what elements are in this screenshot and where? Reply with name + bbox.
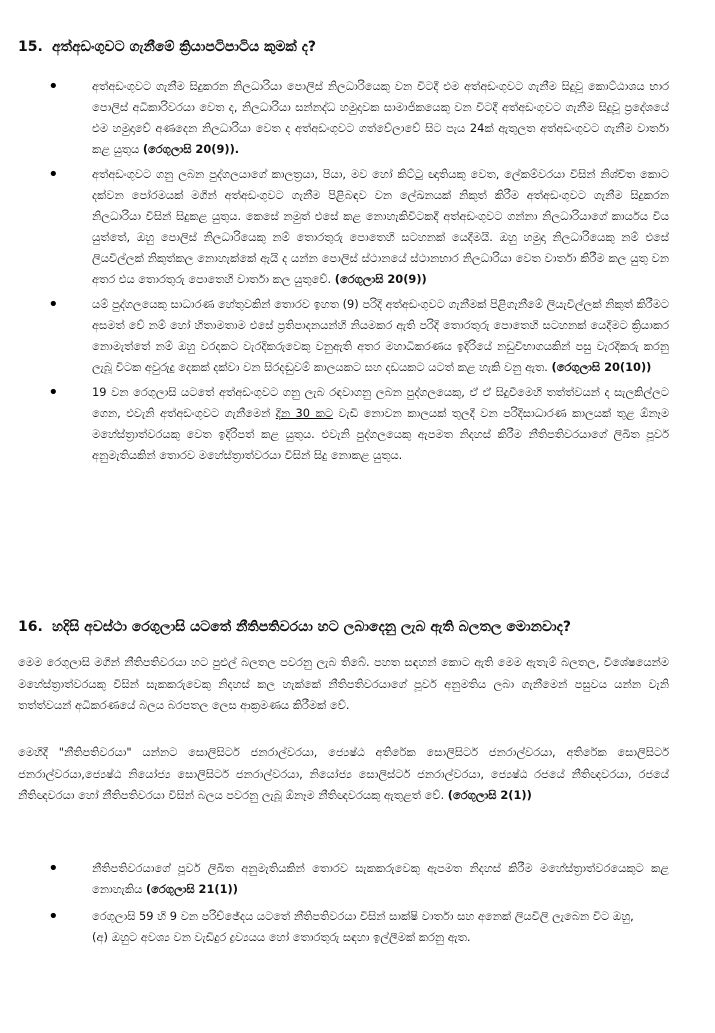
bullet-text: වැඩි නොවන කාලයක් තුලදී වන පරිදිසාධාරණ කාලයක් තුළ ඕනෑම මහේස්ත්‍රාත්වරයකු වෙත ඉදිරිපත් කළ යුතුය. එවැනි පුද්ගලයෙකු ඇපමත නිදහස් කිරීම නීතිපතිවරයාගේ ලිඛිත පූර්ව අනුමැතියකින් තොරව මහේස්ත්‍රාත්වරයා විසින් සිදු නොකළ යුතුය. bbox=[92, 406, 670, 462]
bullet-list-16 bbox=[18, 858, 669, 948]
paragraph bbox=[18, 742, 669, 807]
underlined-text: දින 30 කට bbox=[275, 406, 333, 420]
list-item bbox=[92, 294, 669, 378]
bullet-text: නීතිපතිවරයාගේ පූර්ව ලිඛිත අනුමැතියකින් තොරව සැකකරුවෙකු ඇපමත නිදහස් කිරීම මහේස්ත්‍රාත්වරයෙකුට කළ නොහැකිය bbox=[92, 861, 669, 896]
paragraph-text: මෙහිදී "නීතිපතිවරයා" යන්නට සොලිසිටර් ජනරාල්වරයා, ජ්‍යෙෂ්ඨ අතිරේක සොලිසිටර් ජනරාල්වරයා, අතිරේක සොලිසිටර් ජනරාල්වරයා,ජ්‍යෙෂ්ඨ නියෝජ්‍ය සොලිසිටර් ජනරාල්වරයා, නියෝජ්‍ය සොලිස්ටර් ජනරාල්වරයා, ජ්‍යෙෂ්ඨ රජයේ නීතිඥවරයා, රජයේ නීතිඥවරයා හෝ නීතිපතිවරයා විසින් බලය පවරනු ලැබූ ඕනෑම නීතිඥවරයකු ඇතුළත් වේ. bbox=[18, 745, 669, 802]
list-item bbox=[92, 906, 669, 948]
section-title: අත්අඩංගුවට ගැනීමේ ක්‍රියාපටිපාටිය කුමක් ද? bbox=[52, 39, 317, 55]
bullet-text: යම් පුද්ගලයෙකු සාධාරණ හේතුවකින් තොරව ඉහත (9) පරිදි අත්අඩංගුවට ගැනීමක් පිළිගැනීමේ ලියැවිල්ලක් නිකුත් කිරීමට අසමත් වේ නම් හෝ හිතාමතාම එසේ ප්‍රතිපාදනයන්හි නියමකර ඇති පරිදි තොරතුරු පොතෙහි සටහනක් යෙදීමට ක්‍රියාකර නොමැත්තේ නම් ඔහු වරදකට වැරදිකරුවෙකු වනුඇති අතර මහාධිකරණය ඉදිරියේ නඩුවිභාගයකින් පසු වැරදිකරු කරනු ලැබූ විටක අවුරුදු දෙකක් දක්වා වන සිරදඬුවම් කාලයකට සහ දඩයකට යටත් කළ හැකි වනු ඇත. bbox=[92, 297, 669, 374]
regulation-reference: (රෙගුලාසි 21(1)) bbox=[145, 882, 238, 896]
regulation-reference: (රෙගුලාසි 20(9)). bbox=[142, 142, 240, 156]
section-16 bbox=[18, 617, 675, 637]
regulation-reference: (රෙගුලාසි 20(9)) bbox=[334, 272, 427, 286]
section-title: හදිසි අවස්ථා රෙගුලාසි යටතේ නීතිපතිවරයා හට ලබාදෙනු ලැබ ඇති බලතල මොනවාද? bbox=[52, 619, 571, 635]
section-number: 16. bbox=[18, 619, 43, 635]
section-heading bbox=[18, 617, 675, 637]
section-15 bbox=[18, 37, 675, 57]
list-item bbox=[92, 164, 669, 290]
bullet-text: අත්අඩංගුවට ගැනීම සිදුකරන නිලධාරියා පොලිස් නිලධාරියෙකු වන විටදී එම අත්අඩංගුවට ගැනීම සිදුවූ කොට්ඨාශය භාර පොලිස් අධිකාරිවරයා වෙත ද, නිලධාරියා සන්නද්ධ හමුදාවක සාමාජිකයෙකු වන විටදී අත්අඩංගුවට ගැනීම සිදුවූ ප්‍රදේශයේ එම හමුදාවේ අණදෙන නිලධාරියා වෙත ද අත්අඩංගුවට ගත්වේලාවේ සිට පැය 24ක් ඇතුලත අත්අඩංගුවට ගැනීම වාර්තා කළ යුතුය bbox=[92, 79, 669, 156]
section-heading bbox=[18, 37, 675, 57]
bullet-text: අත්අඩංගුවට ගනු ලබන පුද්ගලයාගේ කාලත්‍රයා, පියා, මව හෝ කිට්ටු ඥාතියකු වෙත, ලේකම්වරයා විසින් නිශ්චිත කොට දක්වන පෝරමයක් මගින් අත්අඩංගුවට ගැනීම පිළිබඳව වන ලේඛනයක් නිකුත් කිරීම අත්අඩංගුවට ගැනීම සිදුකරන නිලධාරියා විසින් සිදුකළ යුතුය. කෙසේ නමුත් එසේ කළ නොහැකිවිටකදී අත්අඩංගුවට ගන්නා නිලධාරියාගේ කාර්යය විය යුත්තේ, ඔහු පොලිස් නිලධාරියෙකු නම් තොරතුරු පොතෙහි සටහනක් යෙදීමයි. ඔහු හමුදා නිලධාරියෙකු නම් එසේ ලියවිල්ලක් නිකුත්කල නොහැක්කේ ඇයි ද යන්න පොලිස් ස්ථානයේ ස්ථානභාර නිලධාරියා වෙත වාර්තා කිරීම කල යුතු වන අතර එය තොරතුරු පොතෙහි වාර්තා කල යුතුවේ. bbox=[92, 167, 669, 286]
sub-item: (අ) ඔහුට අවශ්‍ය වන වැඩිදුර ද්‍රව්‍යයය හෝ තොරතුරු සඳහා ඉල්ලීමක් කරනු ඇත. bbox=[92, 930, 471, 944]
section-number: 15. bbox=[18, 39, 43, 55]
list-item bbox=[92, 858, 669, 900]
list-item bbox=[92, 76, 669, 160]
paragraph: මෙම රෙගුලාසි මගින් නීතිපතිවරයා හට පුළුල් බලතල පවරනු ලැබ තිබේ. පහත සඳහන් කොට ඇති මෙම ඇතැම් බලතල, විශේෂයෙන්ම මහේස්ත්‍රාත්වරයකු විසින් සැකකරුවෙකු නිදහස් කල හැක්කේ නීතිපතිවරයාගේ පූර්ව අනුමතිය ලබා ගැනීමෙන් පසුවය යන්න වැනි තත්ත්වයන් අධිකරණයේ බලය බරපතල ලෙස ආක්‍රමණය කිරීමක් වේ. bbox=[18, 655, 669, 712]
bullet-text: රෙගුලාසි 59 හි 9 වන පරිච්ඡේදය යටතේ නීතිපතිවරයා විසින් සාක්ෂි වාර්තා සහ අනෙක් ලියවිලි ලැබෙන විට ඔහු, bbox=[92, 909, 634, 923]
bullet-list-15 bbox=[18, 76, 669, 466]
bullet-text: 19 වන රෙගුලාසි යටතේ අත්අඩංගුවට ගනු ලැබ රඳවාගනු ලබන පුද්ගලයෙකු, ඒ ඒ සිදුවීමෙහි තත්ත්වයන් ද සැලකිල්ලට ගෙන, එවැනි අත්අඩංගුවට ගැනීමෙන් bbox=[92, 385, 669, 420]
list-item bbox=[92, 382, 669, 466]
regulation-reference: (රෙගුලාසි 2(1)) bbox=[447, 788, 532, 802]
regulation-reference: (රෙගුලාසි 20(10)) bbox=[551, 360, 652, 374]
